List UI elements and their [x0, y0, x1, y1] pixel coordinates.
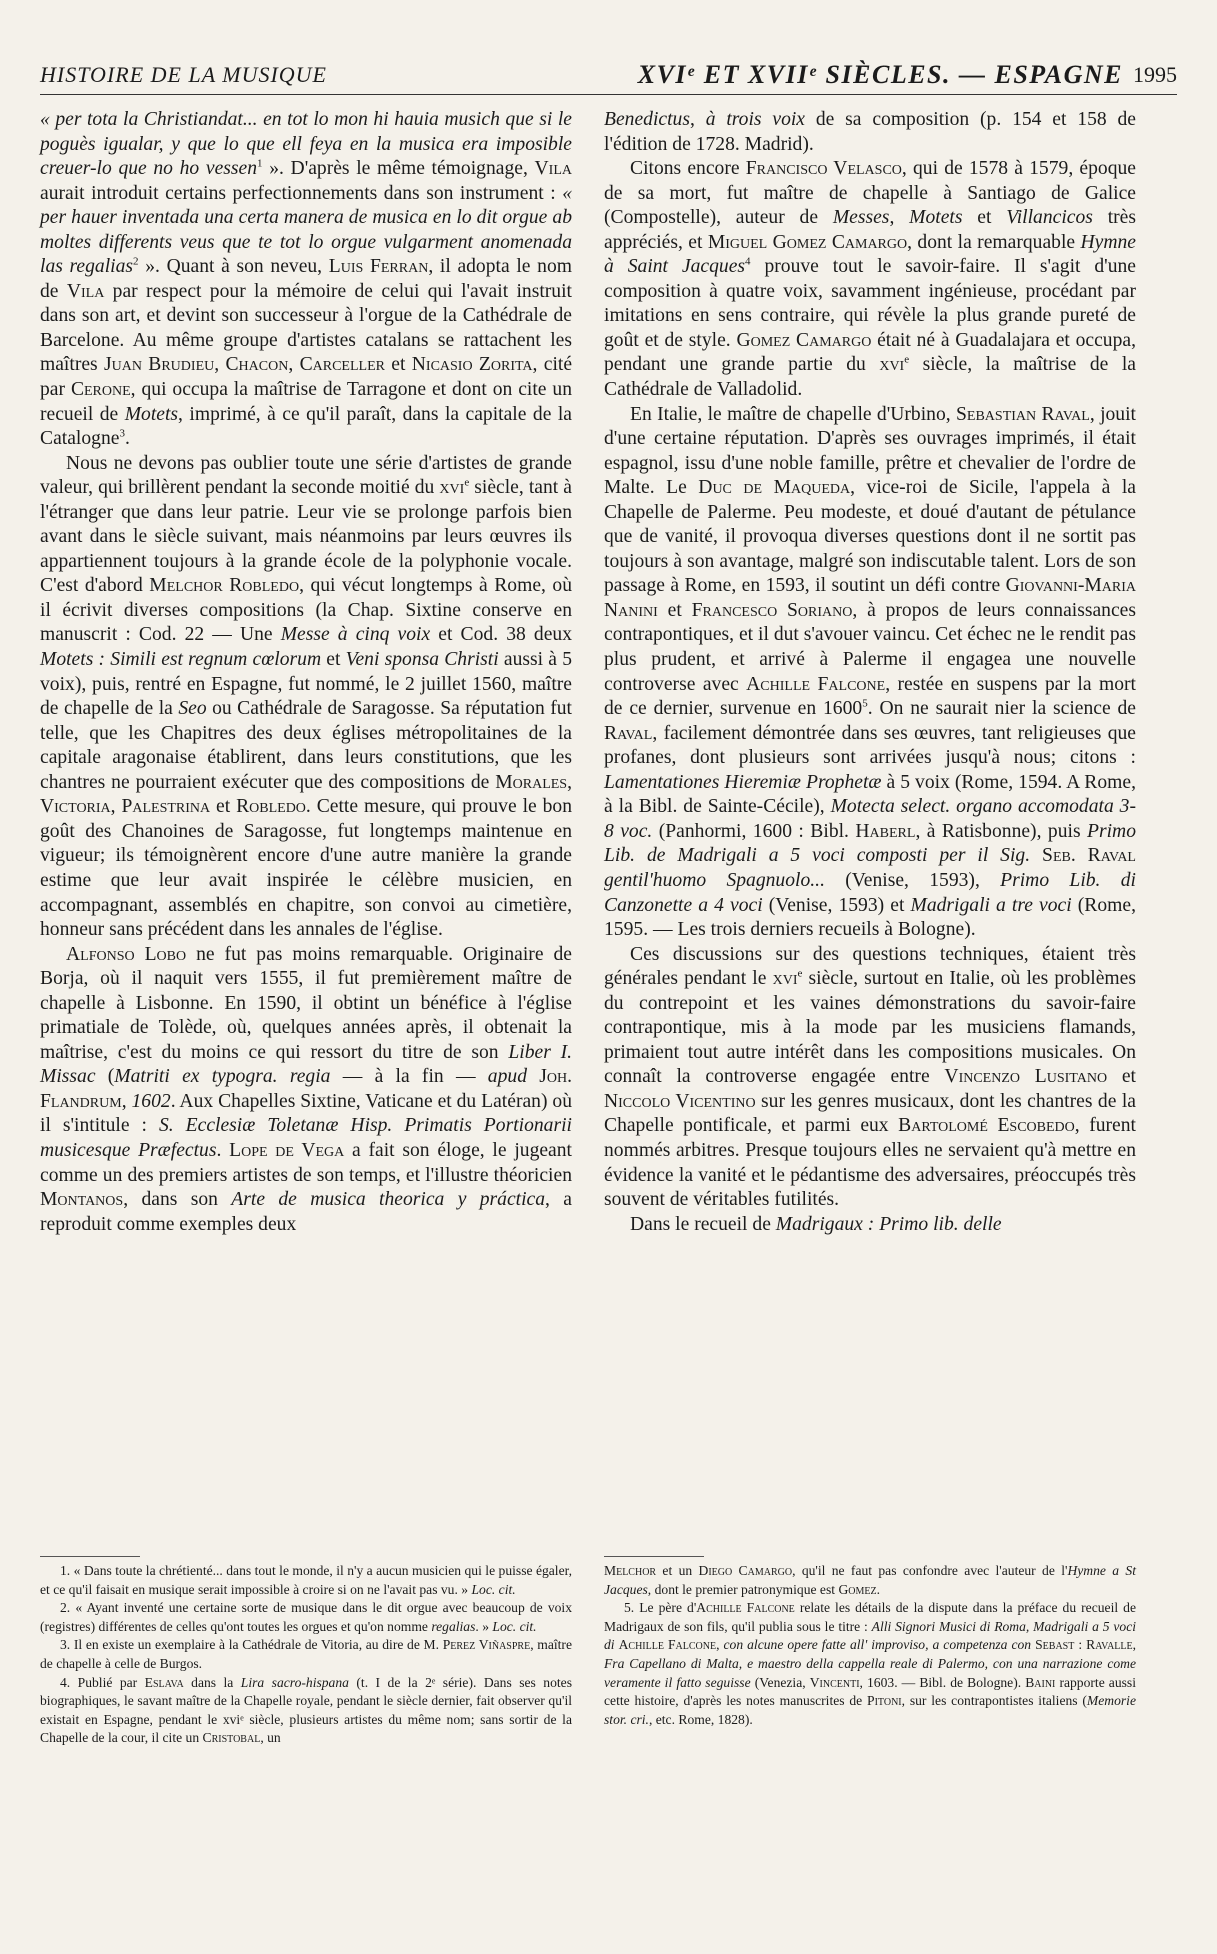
paragraph: Citons encore Francisco Velasco, qui de 1578 à 1579, époque de sa mort, fut maître de chapelle à Santiago de Galice (Compostelle), auteur de Messes, Motets et Villancicos très appréciés, et Miguel Gomez Camargo, dont la remarquable Hymne à Saint Jacques$^4$ prouve tout le savoir-faire. Il s'agit d'une composition à quatre voix, savamment ingénieuse, procédant par imitations en sens contraire, qui révèle la plus grande pureté de goût et de style. Gomez Camargo était né à Guadalajara et occupa, pendant une grande partie du xvi$^e$ siècle, la maîtrise de la Cathédrale de Valladolid.: [604, 158, 1136, 401]
running-head-left: HISTOIRE DE LA MUSIQUE: [40, 62, 327, 87]
paragraph: Nous ne devons pas oublier toute une série d'artistes de grande valeur, qui brillèrent pendant la seconde moitié du xvi$^e$ siècle, tant à l'étranger que dans leur patrie. Leur vie se prolonge parfois bien avant dans le siècle suivant, mais néanmoins par leurs œuvres ils appartiennent toujours à la grande école de la polyphonie vocale. C'est d'abord Melchor Robledo, qui vécut longtemps à Rome, où il écrivit diverses compositions (la Chap. Sixtine conserve en manuscrit : Cod. 22 — Une Messe à cinq voix et Cod. 38 deux Motets : Simili est regnum cœlorum et Veni sponsa Christi aussi à 5 voix), puis, rentré en Espagne, fut nommé, le 2 juillet 1560, maître de chapelle de la Seo ou Cathédrale de Saragosse. Sa réputation fut telle, que les Chapitres des deux églises métropolitaines de la capitale aragonaise établirent, dans leurs constitutions, que les chantres ne pourraient exécuter que des compositions de Morales, Victoria, Palestrina et Robledo. Cette mesure, qui prouve le bon goût des Chanoines de Saragosse, fut longtemps maintenue en vigueur; ils témoignèrent encore d'une autre manière la grande estime que leur avait inspirée le célèbre musicien, en accompagnant, assemblés en chapitre, son convoi au cimetière, honneur sans précédent dans les annales de l'église.: [40, 452, 573, 941]
footnotes-left: [40, 1562, 572, 1748]
left-column: [40, 108, 572, 1237]
footnote: 3. Il en existe un exemplaire à la Cathédrale de Vitoria, au dire de M. Perez Viñaspre, maître de chapelle à celle de Burgos.: [40, 1637, 572, 1671]
footnote: 4. Publié par Eslava dans la Lira sacro-hispana (t. I de la 2ᵉ série). Dans ses notes biographiques, le savant maître de la Chapelle royale, pendant le siècle dernier, fait observer qu'il existait en Espagne, pendant le xviᵉ siècle, plusieurs artistes du même nom; sans sortir de la Chapelle de la cour, il cite un Cristobal, un: [40, 1674, 572, 1746]
paragraph: « per tota la Christiandat... en tot lo mon hi hauia musich que si le poguès igualar, y que lo que ell feya en la musica era imposible creuer-lo que no ho vessen$^1$ ». D'après le même témoignage, Vila aurait introduit certains perfectionnements dans son instrument : « per hauer inventada una certa manera de musica en lo dit orgue ab moltes differents veus que te tot lo orgue vulgarment anomenada las regalias$^2$ ». Quant à son neveu, Luis Ferran, il adopta le nom de Vila par respect pour la mémoire de celui qui l'avait instruit dans son art, et devint son successeur à l'orgue de la Cathédrale de Barcelone. Au même groupe d'artistes catalans se rattachent les maîtres Juan Brudieu, Chacon, Carceller et Nicasio Zorita, cité par Cerone, qui occupa la maîtrise de Tarragone et dont on cite un recueil de Motets, imprimé, à ce qu'il paraît, dans la capitale de la Catalogne$^3$.: [40, 109, 573, 450]
footnote: Melchor et un Diego Camargo, qu'il ne faut pas confondre avec l'auteur de l'Hymne a St Jacques, dont le premier patronymique est Gomez.: [604, 1563, 1136, 1597]
paragraph: Alfonso Lobo ne fut pas moins remarquable. Originaire de Borja, où il naquit vers 1555, il fut premièrement maître de chapelle à Lisbonne. En 1590, il obtint un bénéfice à l'église primatiale de Tolède, où, quelques années après, il obtenait la maîtrise, c'est du moins ce qui ressort du titre de son Liber I. Missac (Matriti ex typogra. regia — à la fin — apud Joh. Flandrum, 1602. Aux Chapelles Sixtine, Vaticane et du Latéran) où il s'intitule : S. Ecclesiæ Toletanæ Hisp. Primatis Portionarii musicesque Præfectus. Lope de Vega a fait son éloge, le jugeant comme un des premiers artistes de son temps, et l'illustre théoricien Montanos, dans son Arte de musica theorica y práctica, a reproduit comme exemples deux: [40, 943, 573, 1235]
running-head-right: XVIᵉ ET XVIIᵉ SIÈCLES. — ESPAGNE: [637, 60, 1123, 89]
page-number: 1995: [1133, 62, 1177, 87]
footnote: 1. « Dans toute la chrétienté... dans tout le monde, il n'y a aucun musicien qui le puisse égaler, et ce qu'il faisait en musique serait impossible à croire si on ne l'avait pas vu. » Loc. cit.: [40, 1563, 572, 1597]
right-column: [604, 108, 1136, 1237]
paragraph: En Italie, le maître de chapelle d'Urbino, Sebastian Raval, jouit d'une certaine réputation. D'après ses ouvrages imprimés, il était espagnol, issu d'une noble famille, prêtre et chevalier de l'ordre de Malte. Le Duc de Maqueda, vice-roi de Sicile, l'appela à la Chapelle de Palerme. Peu modeste, et doué d'autant de pétulance que de vanité, il provoqua diverses questions dont il ne sortit pas toujours à son avantage, malgré son indiscutable talent. Lors de son passage à Rome, en 1593, il soutint un défi contre Giovanni-Maria Nanini et Francesco Soriano, à propos de leurs connaissances contrapontiques, et il dut s'avouer vaincu. Cet échec ne le rendit pas plus prudent, et arrivé à Palerme il engagea une nouvelle controverse avec Achille Falcone, restée en suspens par la mort de ce dernier, survenue en 1600$^5$. On ne saurait nier la science de Raval, facilement démontrée dans ses œuvres, tant religieuses que profanes, dont plusieurs sont arrivées jusqu'à nous; citons : Lamentationes Hieremiæ Prophetæ à 5 voix (Rome, 1594. A Rome, à la Bibl. de Sainte-Cécile), Motecta select. organo accomodata 3-8 voc. (Panhormi, 1600 : Bibl. Haberl, à Ratisbonne), puis Primo Lib. de Madrigali a 5 voci composti per il Sig. Seb. Raval gentil'huomo Spagnuolo... (Venise, 1593), Primo Lib. di Canzonette a 4 voci (Venise, 1593) et Madrigali a tre voci (Rome, 1595. — Les trois derniers recueils à Bologne).: [604, 403, 1137, 941]
footnote: 5. Le père d'Achille Falcone relate les détails de la dispute dans la préface du recueil de Madrigaux de son fils, qu'il publia sous le titre : Alli Signori Musici di Roma, Madrigali a 5 voci di Achille Falcone, con alcune opere fatte all' improviso, a competenza con Sebast : Ravalle, Fra Capellano di Malta, e maestro della cappella reale di Palermo, con una narrazione come veramente il fatto seguisse (Venezia, Vincenti, 1603. — Bibl. de Bologne). Baini rapporte aussi cette histoire, d'après les notes manuscrites de Pitoni, sur les contrapontistes italiens (Memorie stor. cri., etc. Rome, 1828).: [604, 1600, 1137, 1727]
running-head: [40, 60, 1177, 95]
paragraph: Dans le recueil de Madrigaux : Primo lib. delle: [630, 1213, 1002, 1235]
footnote-rule-left: [40, 1556, 140, 1557]
footnote: 2. « Ayant inventé une certaine sorte de musique dans le dit orgue avec beaucoup de voix (registres) différentes de celles qu'ont toutes les orgues et qu'on nomme regalias. » Loc. cit.: [40, 1600, 572, 1634]
paragraph: Ces discussions sur des questions techniques, étaient très générales pendant le xvi$^e$ siècle, surtout en Italie, où les problèmes du contrepoint et les vaines démonstrations du savoir-faire contrapontique, mis à la mode par les musiciens flamands, primaient tout autre intérêt dans les compositions musicales. On connaît la controverse engagée entre Vincenzo Lusitano et Niccolo Vicentino sur les genres musicaux, dont les chantres de la Chapelle pontificale, et parmi eux Bartolomé Escobedo, furent nommés arbitres. Presque toujours elles ne servaient qu'à mettre en évidence la vanité et le pédantisme des adversaires, préoccupés très souvent de véritables futilités.: [604, 943, 1136, 1211]
footnotes-right: [604, 1562, 1136, 1729]
paragraph: Benedictus, à trois voix de sa composition (p. 154 et 158 de l'édition de 1728. Madrid).: [604, 109, 1136, 155]
footnote-rule-right: [604, 1556, 704, 1557]
